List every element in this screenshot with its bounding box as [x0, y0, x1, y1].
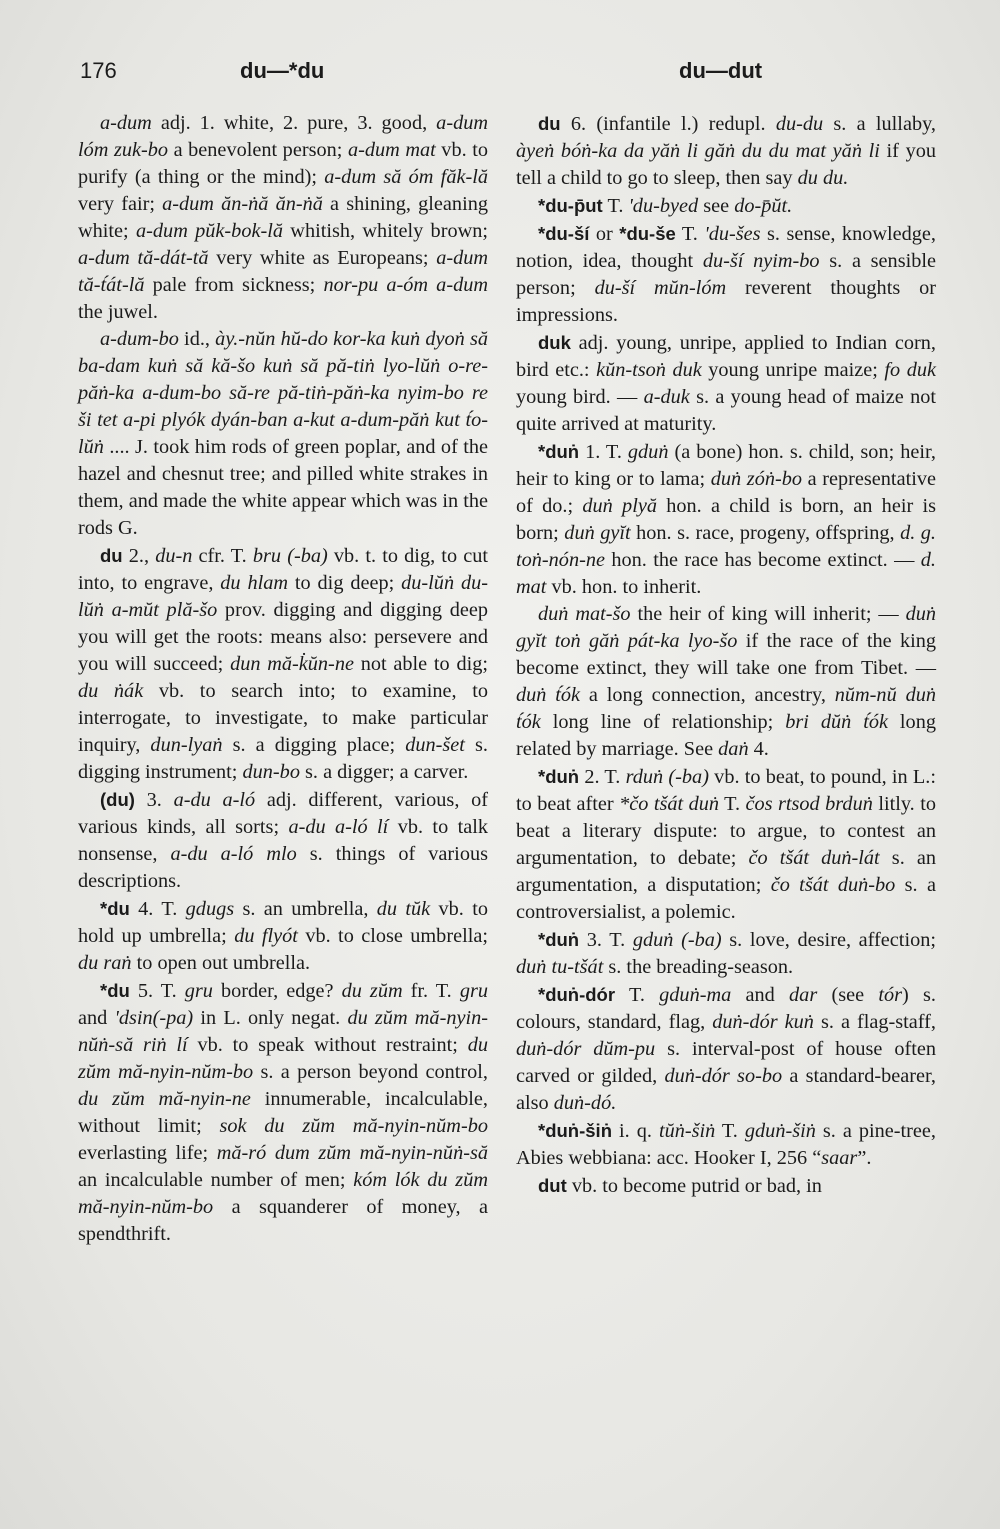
- headword: *duṅ: [538, 441, 580, 462]
- headword: *du-ší: [538, 223, 590, 244]
- entry-text: duṅ mat-šo the heir of king will inherit; — duṅ gyĭt toṅ găṅ pát-ka lyo-šo if the race of the king become extinct, they will take one from Tibet. — duṅ t́ók a long connection, ancestry, nŭm-nŭ duṅ t́ók long line of relationship; bri dŭṅ t́ók long related by marriage. See daṅ 4.: [516, 603, 937, 760]
- dictionary-entry: [516, 329, 936, 438]
- dictionary-entry: [516, 220, 936, 329]
- guide-word-left: du—*du: [240, 58, 325, 83]
- left-column: [78, 110, 488, 1248]
- dictionary-entry: [516, 1117, 936, 1172]
- entry-text: vb. to become putrid or bad, in: [566, 1175, 822, 1197]
- entry-text: 3. a-du a-ló adj. different, various, of various kinds, all sorts; a-du a-ló lí vb. to talk nonsense, a-du a-ló mlo s. things of various descriptions.: [78, 789, 488, 892]
- entry-text: i. q. tŭṅ-šiṅ T. gduṅ-šiṅ s. a pine-tree, Abies webbiana: acc. Hooker I, 256 “saar”.: [516, 1120, 936, 1169]
- entry-text: adj. young, unripe, applied to Indian corn, bird etc.: kŭn-tsoṅ duk young unripe maize; fo duk young bird. — a-duk s. a young head of maize not quite arrived at maturity.: [516, 332, 937, 435]
- entry-text: T. 'du-byed see do-p̄ŭt.: [602, 195, 793, 217]
- dictionary-entry: [516, 926, 936, 981]
- headword: dut: [538, 1175, 567, 1196]
- right-column: [516, 110, 936, 1200]
- entry-text: 2., du-n cfr. T. bru (-ba) vb. t. to dig, to cut into, to engrave, du hlam to dig deep; du-lŭṅ du-lŭṅ a-mŭt plă-šo prov. digging and digging deep you will get the roots: means also: persevere and you will succeed; dun mă-k̇ŭn-ne not able to dig; du ṅák vb. to search into; to examine, to interrogate, to investigate, to make particular inquiry, dun-lyaṅ s. a digging place; dun-šet s. digging instrument; dun-bo s. a digger; a carver.: [78, 545, 489, 783]
- entry-text: 3. T. gduṅ (-ba) s. love, desire, affection; duṅ tu-tšát s. the breading-season.: [516, 929, 936, 978]
- dictionary-entry: [78, 786, 488, 895]
- dictionary-entry: [78, 110, 488, 326]
- dictionary-entry: [516, 601, 936, 763]
- entry-text: 1. T. gduṅ (a bone) hon. s. child, son; heir, heir to king or to lama; duṅ zóṅ-bo a representative of do.; duṅ plyă hon. a child is born, an heir is born; duṅ gyĭt hon. s. race, progeny, offspring, d. g. toṅ-nón-ne hon. the race has become extinct. — d. mat vb. hon. to inherit.: [516, 441, 936, 598]
- running-header: [0, 58, 1000, 92]
- entry-text: T. gduṅ-ma and dar (see tór) s. colours, standard, flag, duṅ-dór kuṅ s. a flag-staff, duṅ-dór dŭm-pu s. interval-post of house often carved or gilded, duṅ-dór so-bo a standard-bearer, also duṅ-dó.: [516, 984, 937, 1114]
- headword: *duṅ: [538, 929, 580, 950]
- headword: *du: [100, 898, 130, 919]
- dictionary-entry: [516, 763, 936, 926]
- entry-text: a-dum-bo id., ày.-nŭn hŭ-do kor-ka kuṅ dyoṅ să ba-dam kuṅ să kă-šo kuṅ să pă-tiṅ lyo-lŭṅ o-re-păṅ-ka a-dum-bo să-re pă-tiṅ-păṅ-ka nyim-bo re ši tet a-pi plyók dyán-ban a-kut a-dum-păṅ kut t́o-lŭṅ .... J. took him rods of green poplar, and of the hazel and chesnut tree; and pilled white strakes in them, and made the white appear which was in the rods G.: [78, 328, 488, 539]
- dictionary-entry: [516, 110, 936, 192]
- dictionary-entry: [516, 192, 936, 220]
- page-number: 176: [80, 58, 117, 83]
- headword: du: [538, 113, 561, 134]
- headword: *duṅ-dór: [538, 984, 616, 1005]
- headword: du: [100, 545, 123, 566]
- dictionary-entry: [516, 981, 936, 1117]
- headword: (du): [100, 789, 135, 810]
- headword: *duṅ: [538, 766, 580, 787]
- entry-text: or *du-še T. 'du-šes s. sense, knowledge, notion, idea, thought du-ší nyim-bo s. a sensible person; du-ší mŭn-lóm reverent thoughts or impressions.: [516, 223, 937, 326]
- headword: *du: [100, 980, 130, 1001]
- dictionary-entry: [516, 438, 936, 601]
- headword: duk: [538, 332, 571, 353]
- dictionary-entry: [78, 326, 488, 542]
- dictionary-entry: [78, 542, 488, 786]
- entry-text: 4. T. gdugs s. an umbrella, du tŭk vb. to hold up umbrella; du flyót vb. to close umbrella; du raṅ to open out umbrella.: [78, 898, 488, 974]
- entry-text: 6. (infantile l.) redupl. du-du s. a lullaby, àyeṅ bóṅ-ka da yăṅ li găṅ du du mat yăṅ li if you tell a child to go to sleep, then say du du.: [516, 113, 936, 189]
- dictionary-entry: [516, 1172, 936, 1200]
- guide-word-right: du—dut: [679, 58, 763, 83]
- dictionary-entry: [78, 977, 488, 1248]
- entry-text: 2. T. rduṅ (-ba) vb. to beat, to pound, in L.: to beat after *čo tšát duṅ T. čos rtsod brduṅ litly. to beat a literary dispute: to argue, to contest an argumentation, to debate; čo tšát duṅ-lát s. an argumentation, a disputation; čo tšát duṅ-bo s. a controversialist, a polemic.: [516, 766, 937, 923]
- headword: *duṅ-šiṅ: [538, 1120, 612, 1141]
- headword: *du-p̄ut: [538, 195, 603, 216]
- entry-text: a-dum adj. 1. white, 2. pure, 3. good, a-dum lóm zuk-bo a benevolent person; a-dum mat vb. to purify (a thing or the mind); a-dum să óm făk-lă very fair; a-dum ăn-ṅă ăn-ṅă a shining, gleaning white; a-dum pŭk-bok-lă whitish, whitely brown; a-dum tă-dát-tă very white as Europeans; a-dum tă-t́át-lă pale from sickness; nor-pu a-óm a-dum the juwel.: [78, 112, 489, 323]
- dictionary-entry: [78, 895, 488, 977]
- entry-text: 5. T. gru border, edge? du zŭm fr. T. gru and 'dsin(-pa) in L. only negat. du zŭm mă-nyin-nŭṅ-să riṅ lí vb. to speak without restraint; du zŭm mă-nyin-nŭm-bo s. a person beyond control, du zŭm mă-nyin-ne innumerable, incalculable, without limit; sok du zŭm mă-nyin-nŭm-bo everlasting life; mă-ró dum zŭm mă-nyin-nŭṅ-să an incalculable number of men; kóm lók du zŭm mă-nyin-nŭm-bo a squanderer of money, a spendthrift.: [78, 980, 488, 1245]
